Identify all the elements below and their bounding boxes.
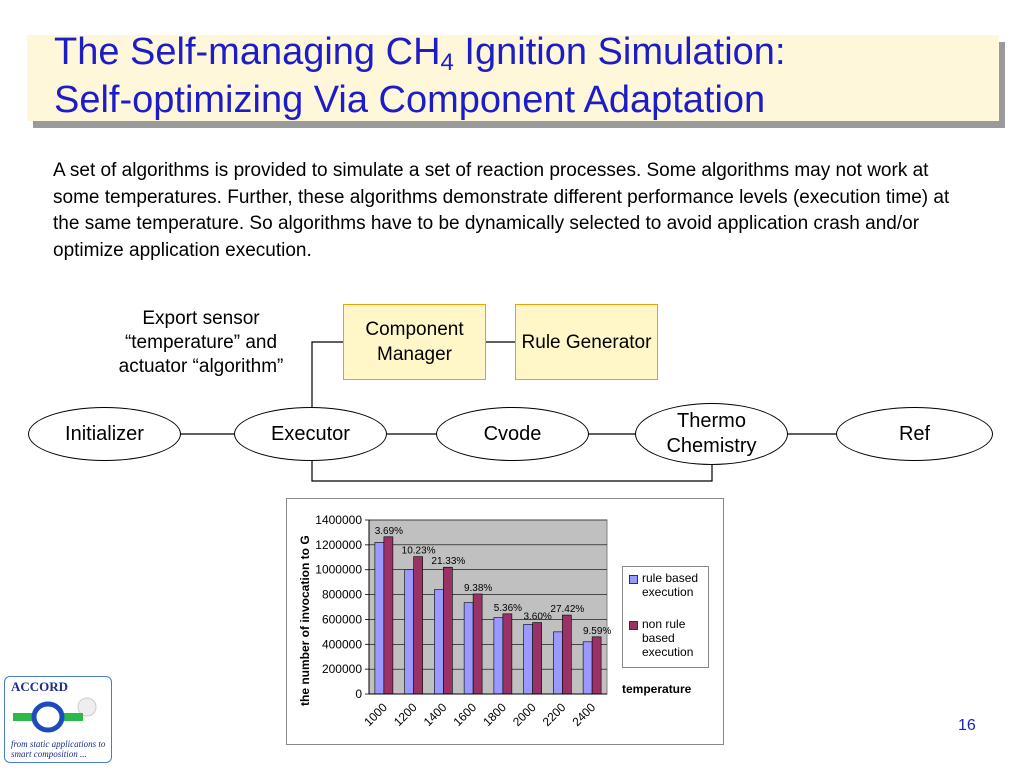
data-label: 3.60% (523, 611, 552, 623)
data-label: 27.42% (550, 604, 585, 616)
bar (592, 637, 601, 694)
data-label: 21.33% (431, 556, 466, 568)
x-tick-label: 1000 (361, 700, 390, 730)
accord-logo (4, 676, 112, 763)
data-label: 9.59% (582, 625, 612, 637)
ref-node: Ref (836, 407, 993, 461)
legend-swatch (629, 621, 638, 630)
data-label: 3.69% (374, 525, 404, 537)
logo-tagline: from static applications to smart composition ... (11, 739, 106, 759)
title-line2: Self-optimizing Via Component Adaptation (54, 79, 766, 121)
slide-title (54, 28, 1014, 124)
legend-item-non-rule-based (629, 617, 706, 659)
bar (443, 567, 452, 694)
bar (405, 570, 414, 694)
x-tick-label: 1600 (450, 700, 480, 730)
title-part1: The Self-managing CH (54, 31, 441, 73)
y-tick-label: 800000 (321, 587, 362, 602)
bar (464, 603, 473, 694)
x-tick-label: 1200 (390, 700, 420, 730)
chart-legend (622, 566, 709, 668)
legend-item-rule-based (629, 571, 706, 599)
x-tick-label: 2400 (569, 700, 599, 730)
x-tick-label: 2200 (539, 700, 569, 730)
bar (375, 542, 384, 694)
x-axis-label: temperature (622, 682, 692, 696)
title-subscript: 4 (440, 49, 454, 76)
page-number: 16 (958, 717, 976, 734)
initializer-node: Initializer (28, 407, 181, 461)
x-tick-label: 1800 (480, 700, 509, 730)
bar (414, 557, 423, 694)
bar (494, 618, 503, 694)
y-tick-label: 1200000 (315, 537, 362, 552)
data-label: 5.36% (493, 602, 523, 614)
y-tick-label: 200000 (321, 662, 362, 677)
x-tick-label: 2000 (509, 700, 539, 730)
bar (562, 615, 571, 694)
bar (553, 632, 562, 694)
bar (434, 590, 443, 694)
bar (473, 594, 482, 694)
bar (524, 624, 533, 694)
y-tick-label: 0 (355, 687, 362, 701)
title-part2: Ignition Simulation: (453, 31, 786, 73)
executor-node: Executor (234, 407, 387, 461)
y-axis-label: the number of invocation to G (298, 535, 312, 706)
bar (384, 537, 393, 694)
cvode-node: Cvode (436, 407, 589, 461)
bar (583, 642, 592, 694)
data-label: 9.38% (463, 582, 493, 594)
legend-label: rule based execution (642, 571, 699, 599)
legend-label: non rule based execution (642, 617, 694, 659)
x-tick-label: 1400 (420, 700, 450, 730)
thermo-chemistry-node: Thermo Chemistry (635, 403, 788, 465)
legend-swatch (629, 575, 638, 584)
rule-generator-box: Rule Generator (515, 304, 658, 380)
sensor-actuator-label: Export sensor “temperature” and actuator “algorithm” (118, 308, 284, 377)
bar (533, 623, 542, 694)
data-label: 10.23% (401, 545, 436, 557)
y-tick-label: 400000 (321, 637, 362, 652)
y-tick-label: 600000 (321, 612, 362, 627)
description-text: A set of algorithms is provided to simulate a set of reaction processes. Some algorithms may not work at some temperatures. Further, these algorithms demonstrate different performance levels (execution time) at the same temperature. So algorithms have to be dynamically selected to avoid application crash and/or optimize application execution. (53, 160, 950, 261)
bar (503, 614, 512, 694)
y-tick-label: 1400000 (315, 513, 362, 527)
component-manager-box: Component Manager (343, 304, 486, 380)
logo-title: ACCORD (11, 679, 69, 694)
logo-emblem-icon (11, 697, 107, 737)
y-tick-label: 1000000 (315, 562, 362, 577)
